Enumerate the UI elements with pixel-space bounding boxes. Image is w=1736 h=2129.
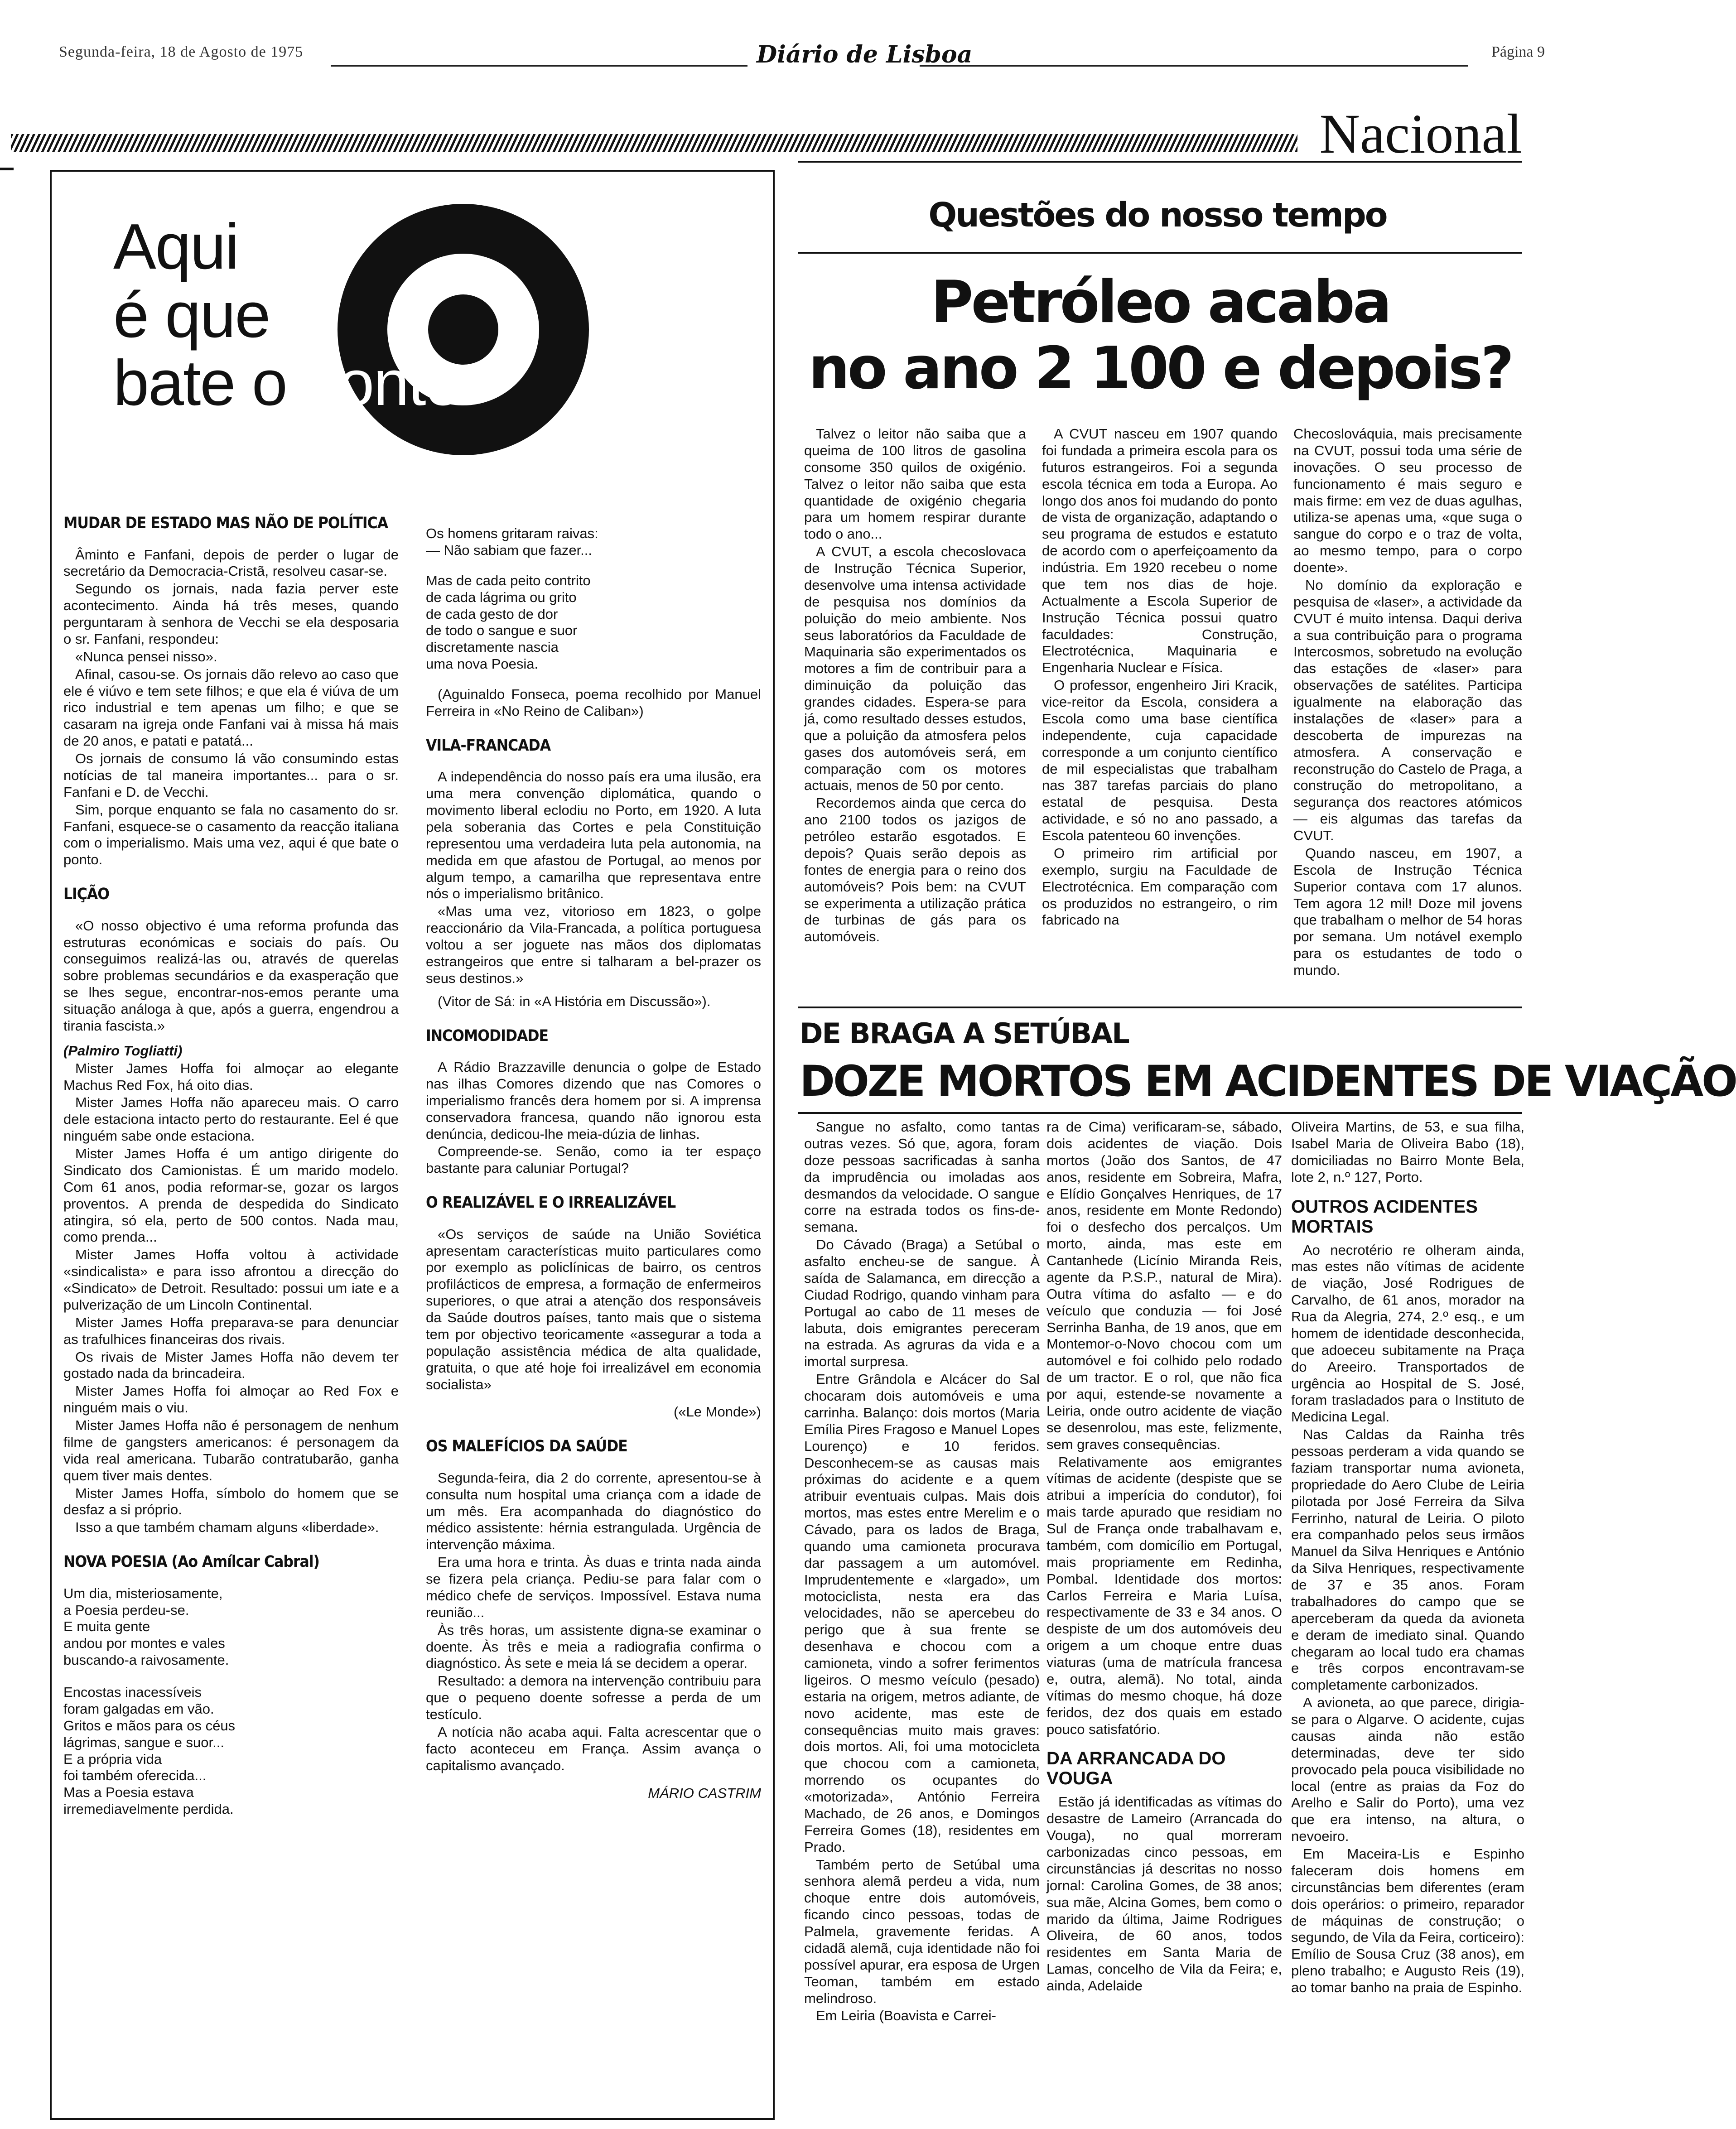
headline-line2: no ano 2 100 e depois? — [808, 334, 1512, 402]
para: Âminto e Fanfani, depois de perder o lugar de secretário da Democracia-Cristã, resolveu casar-se. — [63, 546, 399, 579]
para: Compreende-se. Senão, como ia ter espaço bastante para caluniar Portugal? — [426, 1143, 761, 1176]
para: A CVUT nasceu em 1907 quando foi fundada a primeira escola para os futuros estrangeiros. Foi a segunda escola técnica em toda a Europa. Ao longo dos anos foi mudando do ponto de vista de organização, adaptando o seu programa de estudos e estatuto de acordo com o aperfeiçoamento da indústria. Em 1920 recebeu o nome que tem nos dias de hoje. Actualmente a Escola Superior de Instrução Técnica possui quatro faculdades: Construção, Electrotécnica, Maquinaria e Engenharia Nuclear e Física. — [1042, 426, 1278, 676]
headline-doze-mortos: DOZE MORTOS EM ACIDENTES DE VIAÇÃO — [800, 1057, 1736, 1106]
para: Oliveira Martins, de 53, e sua filha, Isabel Maria de Oliveira Babo (18), domiciliadas no Bairro Monte Bela, lote 2, n.º 127, Porto. — [1291, 1119, 1524, 1185]
quote-source: («Le Monde») — [673, 1404, 761, 1420]
para: Mister James Hoffa é um antigo dirigente do Sindicato dos Camionistas. É um marido modelo. Com 61 anos, podia reformar-se, gozar os largos proventos. A prenda de despedida do Sindicato atingira, só ela, perto de 500 contos. Nada mau, como prenda... — [63, 1146, 399, 1245]
poem-line: foi também oferecida... — [63, 1768, 207, 1784]
kicker-rule — [798, 252, 1522, 254]
para: ra de Cima) verificaram-se, sábado, dois acidentes de viação. Dois mortos (João dos Santos, de 47 anos, residente em Sobreira, Mafra, e Elídio Gonçalves Henriques, de 17 anos, residente em Monte Redondo) foi o desfecho dos percalços. Um morto, ainda, mas este em Cantanhede (Licínio Miranda Reis, agente da P.S.P., natural de Mira). Outra vítima do asfalto — e do veículo que conduzia — foi José Serrinha Banha, de 19 anos, que em Montemor-o-Novo chocou com um automóvel e foi colhido pelo rodado de um tractor. E o rol, que não fica por aqui, estende-se novamente a Leiria, onde outro acidente de viação se desenrolou, mas este, felizmente, sem graves consequências. — [1046, 1119, 1282, 1452]
poem-line: Mas a Poesia estava — [63, 1784, 194, 1801]
para: Mister James Hoffa, símbolo do homem que se desfaz a si próprio. — [63, 1485, 399, 1518]
poem-line: buscando-a raivosamente. — [63, 1652, 229, 1668]
poem-line: Um dia, misteriosamente, — [63, 1585, 223, 1601]
para: Relativamente aos emigrantes vítimas de acidente (despiste que se atribui a imperícia do condutor), foi mais tarde apurado que residiam no Sul de França onde trabalhavam e, também, com domicílio em Portugal, mais propriamente em Redinha, Pombal. Identidade dos mortos: Carlos Ferreira e Maria Luísa, respectivamente de 33 e 34 anos. O despiste de um dos automóveis deu origem a um choque entre duas viaturas (uma de matrícula francesa e, outra, alemã). No total, ainda vítimas do mesmo choque, há doze feridos, dez dos quais em estado pouco satisfatório. — [1046, 1454, 1282, 1737]
heading-mudar: MUDAR DE ESTADO MAS NÃO DE POLÍTICA — [63, 514, 388, 532]
para: No domínio da exploração e pesquisa de «laser», a actividade da CVUT é muito intensa. Daqui deriva a sua contribuição para o programa Intercosmos, sobretudo na evolução das estações de «laser» para observações de satélites. Participa igualmente na elaboração das instalações de «laser» para a descoberta de impurezas na atmosfera. A conservação e reconstrução do Castelo de Praga, a construção do metropolitano, a segurança dos reactores atómicos — eis algumas das tarefas da CVUT. — [1293, 577, 1522, 843]
braga-rule — [798, 1007, 1522, 1008]
poem-line: de cada lágrima ou grito — [426, 589, 577, 605]
heading-arrancada: DA ARRANCADA DO VOUGA — [1046, 1748, 1226, 1789]
para: Era uma hora e trinta. Às duas e trinta nada ainda se fizera pela criança. Pediu-se para falar com o médico chefe de serviços. Impossível. Estava numa reunião... — [426, 1554, 761, 1620]
para: Também perto de Setúbal uma senhora alemã perdeu a vida, num choque entre dois automóveis, ficando cinco pessoas, todas de Palmela, gravemente feridas. A cidadã alemã, cuja identidade não foi possível apurar, era esposa de Urgen Teoman, também em estado melindroso. — [804, 1856, 1040, 2006]
margin-mark — [0, 168, 14, 170]
para: Mister James Hoffa não apareceu mais. O carro dele estaciona intacto perto do restaurante. Eel é que ninguém sabe onde estaciona. — [63, 1094, 399, 1144]
heading-outros: OUTROS ACIDENTES MORTAIS — [1291, 1196, 1478, 1237]
section-rule — [798, 161, 1522, 163]
newspaper-name: Diário de Lisboa — [757, 41, 973, 68]
headline-rule — [798, 1112, 1522, 1114]
para: Segunda-feira, dia 2 do corrente, apresentou-se à consulta num hospital uma criança com a idade de um mês. Era acompanhada do diagnóstico do médico assistente: hérnia estrangulada. Urgência de intervenção máxima. — [426, 1469, 761, 1553]
quote: «Os serviços de saúde na União Soviética apresentam características muito particulares como por exemplo as policlínicas de bairro, os centros profilácticos de empresa, a formação de enfermeiros superiores, o que atrai a atenção dos responsáveis da Saúde doutros países, tanto mais que o sistema tem por objectivo teoricamente «assegurar a toda a população assistência médica de alta qualidade, gratuita, o que até hoje foi irrealizável em economia socialista» — [426, 1226, 761, 1392]
acidentes-column-2 — [1046, 1119, 1282, 1995]
feature-title-bate: bate o — [113, 347, 287, 419]
para: Nas Caldas da Rainha três pessoas perderam a vida quando se faziam transportar numa avioneta, propriedade do Aero Clube de Leiria pilotada por José Ferreira da Silva Ferrinho, natural de Leiria. O piloto era companhado pelos seus irmãos Manuel da Silva Henriques e António da Silva Henriques, respectivamente de 37 e 35 anos. Foram trabalhadores do campo que se aperceberam da queda da avioneta e deram de imediato sinal. Quando chegaram ao local tudo era chamas e três corpos encontravam-se completamente carbonizados. — [1291, 1426, 1524, 1693]
headline-line1: Petróleo acaba — [931, 269, 1390, 336]
header-rule-right — [920, 65, 1468, 67]
poem-line: Encostas inacessíveis — [63, 1684, 202, 1700]
heading-maleficios: OS MALEFÍCIOS DA SAÚDE — [426, 1437, 627, 1456]
quote-source: (Vitor de Sá: in «A História em Discussão»). — [438, 993, 711, 1009]
poem-line: Mas de cada peito contrito — [426, 572, 591, 588]
para: Entre Grândola e Alcácer do Sal chocaram dois automóveis e uma carrinha. Balanço: dois mortos (Maria Emília Pires Fragoso e Manuel Lopes Lourenço) e 10 feridos. Desconhecem-se as causas mais próximas do acidente e a quem atribuir eventuais culpas. Mais dois mortos, mas estes entre Merelim e o Cávado, para os lados de Braga, quando uma camioneta procurava dar passagem a um automóvel. Imprudentemente e «largado», um motociclista, nesta era das velocidades, não se apercebeu do perigo que à sua frente se desenhava e chocou com a camioneta, vindo a sofrer ferimentos ligeiros. O mesmo veículo (pesado) estaria na origem, metros adiante, de novo acidente, mas este de consequências muito mais graves: dois mortos. Ali, foi uma motocicleta que chocou com a camioneta, morrendo os ocupantes do «motorizada», António Ferreira Machado, de 26 anos, e Domingos Ferreira Gomes (18), residentes em Prado. — [804, 1371, 1040, 1855]
feature-column-1 — [63, 507, 399, 1818]
para: Às três horas, um assistente digna-se examinar o doente. Às três e meia a radiografia confirma o diagnóstico. Às sete e meia lá se decidem a operar. — [426, 1622, 761, 1671]
para: Os rivais de Mister James Hoffa não devem ter gostado nada da brincadeira. — [63, 1349, 399, 1382]
para: Checoslováquia, mais precisamente na CVUT, possui toda uma série de inovações. O seu processo de funcionamento é mais seguro e mais firme: em vez de duas agulhas, utiliza-se apenas uma, «que suga o sangue do corpo e o traz de volta, ao mesmo tempo, para o corpo doente». — [1293, 426, 1522, 575]
feature-column-2 — [426, 525, 761, 1802]
poem-line — [426, 559, 761, 573]
para: O professor, engenheiro Jiri Kracik, vice-reitor da Escola, considera a Escola como uma base científica independente, cuja capacidade corresponde a um conjunto científico de mil especialistas que trabalham nas 387 tarefas parciais do plano estatal de pesquisa. Desta actividade, e só no ano passado, a Escola patenteou 60 invenções. — [1042, 677, 1278, 843]
heading-licao: LIÇÃO — [63, 885, 110, 904]
para: Talvez o leitor não saiba que a queima de 100 litros de gasolina consome 350 quilos de oxigénio. Talvez o leitor não saiba que esta quantidade de oxigénio chegaria para um homem respirar durante todo o ano... — [804, 426, 1026, 542]
petroleo-column-1 — [804, 426, 1026, 946]
feature-title-line2: é que — [113, 279, 270, 351]
page-number: Página 9 — [1491, 43, 1545, 60]
para: A notícia não acaba aqui. Falta acrescentar que o facto aconteceu em França. Assim avança o capitalismo avançado. — [426, 1724, 761, 1773]
para: Quando nasceu, em 1907, a Escola de Instrução Técnica Superior contava com 17 alunos. Tem agora 12 mil! Doze mil jovens que trabalham o melhor de 54 horas por semana. Um notável exemplo para os estudantes de todo o mundo. — [1293, 845, 1522, 978]
heading-poesia: NOVA POESIA (Ao Amílcar Cabral) — [63, 1553, 319, 1571]
poem-line: de cada gesto de dor — [426, 606, 558, 622]
para: Ao necrotério re olheram ainda, mas estes não vítimas de acidente de viação, José Rodrigues de Carvalho, de 61 anos, morador na Rua da Alegria, 274, 2.º esq., e um homem de identidade desconhecida, que adoeceu subitamente na Praça do Areeiro. Transportados de urgência ao Hospital de S. José, foram trasladados para o Instituto de Medicina Legal. — [1291, 1242, 1524, 1425]
poem-line: foram galgadas em vão. — [63, 1700, 214, 1717]
feature-title — [113, 213, 460, 418]
poem-line: Gritos e mãos para os céus — [63, 1717, 236, 1734]
para: A Rádio Brazzaville denuncia o golpe de Estado nas ilhas Comores dizendo que nas Comores o imperialismo francês dera homem por si. A imprensa conservadora francesa, quando não ignorou esta denúncia, dedicou-lhe meia-dúzia de linhas. — [426, 1059, 761, 1142]
poem-line: uma nova Poesia. — [426, 656, 539, 672]
para: Mister James Hoffa foi almoçar ao elegante Machus Red Fox, há oito dias. — [63, 1060, 399, 1093]
poem-line: Os homens gritaram raivas: — [426, 525, 598, 541]
para: Os jornais de consumo lá vão consumindo estas notícias de tal maneira importantes... para o sr. Fanfani e D. de Vecchi. — [63, 751, 399, 800]
quote-source: (Palmiro Togliatti) — [63, 1042, 183, 1059]
para: Mister James Hoffa não é personagem de nenhum filme de gangsters americanos: é personagem da vida real americana. Tubarão contratubarão, ganha quem tiver mais dentes. — [63, 1417, 399, 1484]
headline-petroleo — [798, 270, 1522, 402]
para: Do Cávado (Braga) a Setúbal o asfalto encheu-se de sangue. À saída de Salamanca, em direcção a Ciudad Rodrigo, quando vinham para Portugal ao cabo de 11 meses de labuta, dois emigrantes pereceram na estrada. As agruras da vida e a imortal surpresa. — [804, 1237, 1040, 1370]
byline: MÁRIO CASTRIM — [648, 1785, 761, 1801]
poem-line: irremediavelmente perdida. — [63, 1801, 234, 1817]
para: Sim, porque enquanto se fala no casamento do sr. Fanfani, esquece-se o casamento da reacção italiana com o imperialismo. Mais uma vez, aqui é que bate o ponto. — [63, 801, 399, 868]
section-title: Nacional — [1319, 103, 1522, 165]
para: Isso a que também chamam alguns «liberdade». — [75, 1519, 379, 1536]
page-header — [59, 43, 1545, 71]
heading-realizavel: O REALIZÁVEL E O IRREALIZÁVEL — [426, 1194, 676, 1212]
heading-incomodidade: INCOMODIDADE — [426, 1026, 549, 1045]
poem-line: lágrimas, sangue e suor... — [63, 1734, 224, 1750]
poem-line: — Não sabiam que fazer... — [426, 542, 593, 558]
kicker-questoes: Questões do nosso tempo — [928, 196, 1387, 235]
poem-line: E a própria vida — [63, 1751, 162, 1767]
para: «Nunca pensei nisso». — [75, 648, 217, 665]
poem-line — [63, 1669, 399, 1684]
para: A independência do nosso país era uma ilusão, era uma mera convenção diplomática, quando o movimento liberal eclodiu no Porto, em 1920. A luta pela soberania das Cortes e pela Constituição representou uma verdadeira luta pela autonomia, na medida em que afastou de Portugal, ao menos por algum tempo, a camarilha que representava entre nós o imperialismo britânico. — [426, 769, 761, 902]
para: Mister James Hoffa foi almoçar ao Red Fox e ninguém mais o viu. — [63, 1383, 399, 1416]
section-hatch-bar — [11, 134, 1297, 152]
poem-line: de todo o sangue e suor — [426, 622, 578, 639]
poem-line: discretamente nascia — [426, 639, 559, 655]
acidentes-column-1 — [804, 1119, 1040, 2025]
para: A CVUT, a escola checoslovaca de Instrução Técnica Superior, desenvolve uma intensa actividade de pesquisa nos domínios da poluição do meio ambiente. Nos seus laboratórios da Faculdade de Maquinaria são experimentados os motores a fim de contribuir para a diminuição da poluição das grandes cidades. Espera-se para já, como resultado desses estudos, que a poluição da atmosfera pelos gases dos automóveis será, em comparação com os motores actuais, menos de 50 por cento. — [804, 544, 1026, 794]
para: Mister James Hoffa voltou à actividade «sindicalista» e para isso afrontou a direcção do «Sindicato» de Detroit. Resultado: possui um iate e a pulverização de um Lincoln Continental. — [63, 1247, 399, 1313]
issue-date: Segunda-feira, 18 de Agosto de 1975 — [59, 43, 304, 60]
petroleo-column-3 — [1293, 426, 1522, 980]
para: A avioneta, ao que parece, dirigia-se para o Algarve. O acidente, cujas causas ainda não estão determinadas, deve ter sido provocado pela pouca visibilidade no local (entre as praias da Foz do Arelho e Salir do Porto), uma vez que era intenso, na altura, o nevoeiro. — [1291, 1695, 1524, 1845]
poem-line: andou por montes e vales — [63, 1635, 225, 1652]
para: Estão já identificadas as vítimas do desastre de Lameiro (Arrancada do Vouga), no qual morreram carbonizadas cinco pessoas, em circunstâncias já descritas no nosso jornal: Carolina Gomes, de 38 anos; sua mãe, Alcina Gomes, bem como o marido da última, Jaime Rodrigues Oliveira, de 60 anos, todos residentes em Santa Maria de Lamas, concelho de Vila da Feira; e, ainda, Adelaide — [1046, 1794, 1282, 1994]
poem-line: a Poesia perdeu-se. — [63, 1602, 189, 1618]
para: Recordemos ainda que cerca do ano 2100 todos os jazigos de petróleo estarão esgotados. E depois? Quais serão depois as fontes de energia para o reino dos automóveis? Pois bem: na CVUT se experimenta a utilização prática de turbinas de gás para os automóveis. — [804, 795, 1026, 945]
poem-source: (Aguinaldo Fonseca, poema recolhido por Manuel Ferreira in «No Reino de Caliban») — [426, 686, 761, 719]
para: Afinal, casou-se. Os jornais dão relevo ao caso que ele é viúvo e tem sete filhos; e que ela é viúva de um rico industrial e tem apenas um filho; e que se casaram na igreja onde Fanfani vai à missa há mais de 20 anos, e patati e patatá... — [63, 666, 399, 749]
para: Em Maceira-Lis e Espinho faleceram dois homens em circunstâncias bem diferentes (eram dois operários: o primeiro, reparador de máquinas de construção; o segundo, de Vila da Feira, corticeiro): Emílio de Sousa Cruz (38 anos), em pleno trabalho; e Augusto Reis (19), ao tomar banho na praia de Espinho. — [1291, 1846, 1524, 1995]
feature-title-line1: Aqui — [113, 211, 239, 283]
petroleo-column-2 — [1042, 426, 1278, 930]
feature-title-ponto: ponto — [304, 347, 460, 419]
poem-line: E muita gente — [63, 1618, 150, 1635]
heading-vila-francada: VILA-FRANCADA — [426, 736, 551, 755]
quote: «O nosso objectivo é uma reforma profunda das estruturas económicas e sociais do país. Ou conseguimos realizá-las ou, através de querelas sobre problemas secundários e da exasperação que se lhes segue, encontrar-nos-emos perante uma situação análoga à que, após a guerra, engendrou a tirania fascista.» — [63, 917, 399, 1034]
feature-title-line3 — [113, 349, 460, 418]
kicker-braga: DE BRAGA A SETÚBAL — [800, 1017, 1129, 1050]
para: Mister James Hoffa preparava-se para denunciar as trafulhices financeiras dos rivais. — [63, 1314, 399, 1347]
para: «Mas uma vez, vitorioso em 1823, o golpe reaccionário da Vila-Francada, a política portuguesa voltou a ser joguete nas mãos dos diplomatas estrangeiros que entre si talharam a bel-prazer os seus destinos.» — [426, 903, 761, 986]
para: Segundo os jornais, nada fazia perver este acontecimento. Ainda há três meses, quando perguntaram à senhora de Vecchi se ela desposaria o sr. Fanfani, respondeu: — [63, 581, 399, 647]
para: Sangue no asfalto, como tantas outras vezes. Só que, agora, foram doze pessoas sacrificadas à sanha da imprudência ou imoladas aos desmandos da velocidade. O sangue corre na estrada todos os fins-de-semana. — [804, 1119, 1040, 1235]
para: O primeiro rim artificial por exemplo, surgiu na Faculdade de Electrotécnica. Em comparação com os produzidos no estrangeiro, o rim fabricado na — [1042, 845, 1278, 928]
acidentes-column-3 — [1291, 1119, 1524, 1997]
para: Em Leiria (Boavista e Carrei- — [816, 2008, 996, 2024]
header-rule-left — [331, 65, 747, 67]
para: Resultado: a demora na intervenção contribuiu para que o pequeno doente sofresse a perda de um testículo. — [426, 1673, 761, 1722]
